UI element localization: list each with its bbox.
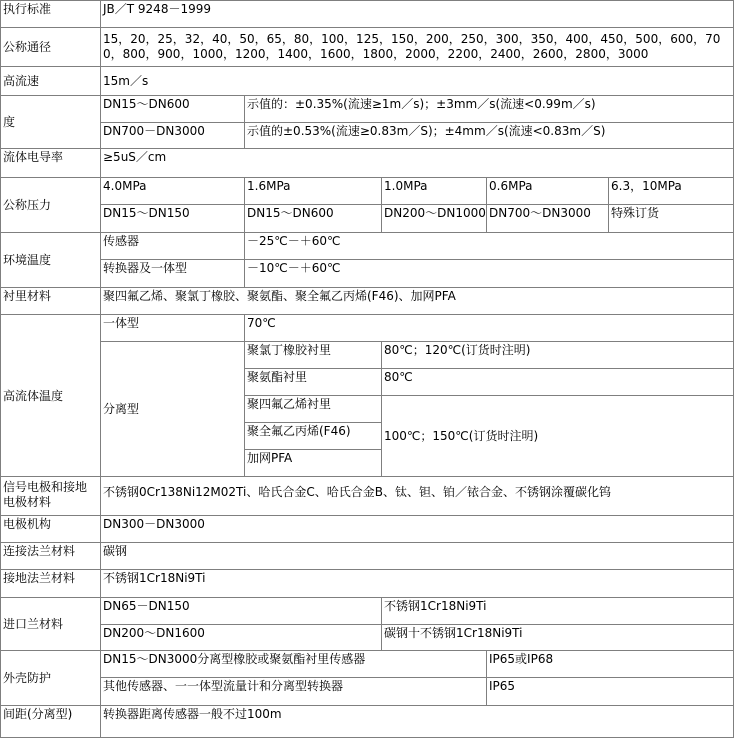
accuracy-range-2: DN700－DN3000 — [100, 122, 245, 149]
enclosure-label-text: 外壳防护 — [3, 671, 52, 685]
fluid-temp-label — [0, 314, 101, 477]
diameter-label-text: 公称通径 — [3, 40, 52, 54]
flow-value-text: 15m／s — [103, 74, 149, 88]
fluid-temp-material-value-1: 80℃；120℃(订货时注明) — [381, 341, 734, 369]
fluid-temp-integral-value: 70℃ — [244, 314, 734, 342]
pressure-range-5: 特殊订货 — [608, 204, 734, 233]
ground-flange-label: 接地法兰材料 — [0, 569, 101, 598]
diameter-value: 15，20，25，32，40，50，65，80，100，125，150，200，250，300，350，400，450，500，600，700，800，900，1000，1200，1400，1600，1800，2000，2200，2400，2600，2800，3000 — [100, 27, 734, 67]
pressure-value-5: 6.3，10MPa — [608, 177, 734, 205]
pressure-range-1: DN15～DN150 — [100, 204, 245, 233]
lining-value: 聚四氟乙烯、聚氯丁橡胶、聚氨酯、聚全氟乙丙烯(F46)、加网PFA — [100, 287, 734, 315]
ambient-sensor-name: 传感器 — [100, 232, 245, 260]
pressure-label — [0, 177, 101, 233]
lining-label: 衬里材料 — [0, 287, 101, 315]
electrode-label: 信号电极和接地电极材料 — [0, 476, 101, 516]
inlet-flange-value-1: 不锈钢1Cr18Ni9Ti — [381, 597, 734, 625]
fluid-temp-merged-value-text: 100℃；150℃(订货时注明) — [384, 429, 539, 443]
standard-value: JB／T 9248－1999 — [100, 0, 734, 28]
ambient-label-text: 环境温度 — [3, 253, 52, 267]
inlet-flange-value-2: 碳钢十不锈钢1Cr18Ni9Ti — [381, 624, 734, 651]
fluid-temp-merged-value — [381, 395, 734, 477]
flow-label — [0, 66, 101, 96]
fluid-temp-material-5: 加网PFA — [244, 449, 382, 477]
accuracy-range-1: DN15～DN600 — [100, 95, 245, 123]
inlet-flange-label — [0, 597, 101, 651]
enclosure-label — [0, 650, 101, 706]
enclosure-item-2: 其他传感器、一一体型流量计和分离型转换器 — [100, 677, 487, 706]
fluid-temp-label-text: 高流体温度 — [3, 388, 64, 403]
pressure-range-3: DN200～DN1000 — [381, 204, 487, 233]
pressure-value-2: 1.6MPa — [244, 177, 382, 205]
fluid-temp-material-1: 聚氯丁橡胶衬里 — [244, 341, 382, 369]
fluid-temp-integral-name: 一体型 — [100, 314, 245, 342]
inlet-flange-range-2: DN200～DN1600 — [100, 624, 382, 651]
pressure-label-text: 公称压力 — [3, 198, 52, 212]
electrode-value: 不锈钢0Cr138Ni12M02Ti、哈氏合金C、哈氏合金B、钛、钽、铂／铱合金、不锈钢涂覆碳化钨 — [100, 476, 734, 516]
ambient-sensor-value: －25℃－＋60℃ — [244, 232, 734, 260]
pressure-value-1: 4.0MPa — [100, 177, 245, 205]
ambient-label — [0, 232, 101, 288]
accuracy-label-text: 度 — [3, 115, 16, 129]
conductivity-label: 流体电导率 — [0, 148, 101, 178]
enclosure-item-1: DN15～DN3000分离型橡胶或聚氨酯衬里传感器 — [100, 650, 487, 678]
scraper-value: DN300－DN3000 — [100, 515, 734, 543]
standard-label: 执行标准 — [0, 0, 101, 28]
fluid-temp-material-3: 聚四氟乙烯衬里 — [244, 395, 382, 423]
pressure-range-2: DN15～DN600 — [244, 204, 382, 233]
accuracy-label — [0, 95, 101, 149]
diameter-label — [0, 27, 101, 67]
pressure-range-4: DN700～DN3000 — [486, 204, 609, 233]
ground-flange-value: 不锈钢1Cr18Ni9Ti — [100, 569, 734, 598]
inlet-flange-label-text: 进口兰材料 — [3, 617, 64, 631]
fluid-temp-material-2: 聚氨酯衬里 — [244, 368, 382, 396]
ambient-converter-value: －10℃－＋60℃ — [244, 259, 734, 288]
fluid-temp-material-value-2: 80℃ — [381, 368, 734, 396]
ambient-converter-name: 转换器及一体型 — [100, 259, 245, 288]
inlet-flange-range-1: DN65－DN150 — [100, 597, 382, 625]
accuracy-value-2: 示值的±0.53%(流速≥0.83m／S)；±4mm／s(流速<0.83m／S) — [244, 122, 734, 149]
pressure-value-4: 0.6MPa — [486, 177, 609, 205]
fluid-temp-separate-name — [100, 341, 245, 477]
scraper-label: 电极机构 — [0, 515, 101, 543]
distance-value: 转换器距离传感器一般不过100m — [100, 705, 734, 738]
flow-value — [100, 66, 734, 96]
conn-flange-label: 连接法兰材料 — [0, 542, 101, 570]
enclosure-value-2: IP65 — [486, 677, 734, 706]
pressure-value-3: 1.0MPa — [381, 177, 487, 205]
flow-label-text: 高流速 — [3, 74, 40, 88]
accuracy-value-1: 示值的：±0.35%(流速≥1m／s)；±3mm／s(流速<0.99m／s) — [244, 95, 734, 123]
conductivity-value: ≥5uS／cm — [100, 148, 734, 178]
conn-flange-value: 碳钢 — [100, 542, 734, 570]
fluid-temp-separate-name-text: 分离型 — [103, 402, 140, 416]
enclosure-value-1: IP65或IP68 — [486, 650, 734, 678]
distance-label: 间距(分离型) — [0, 705, 101, 738]
fluid-temp-material-4: 聚全氟乙丙烯(F46) — [244, 422, 382, 450]
